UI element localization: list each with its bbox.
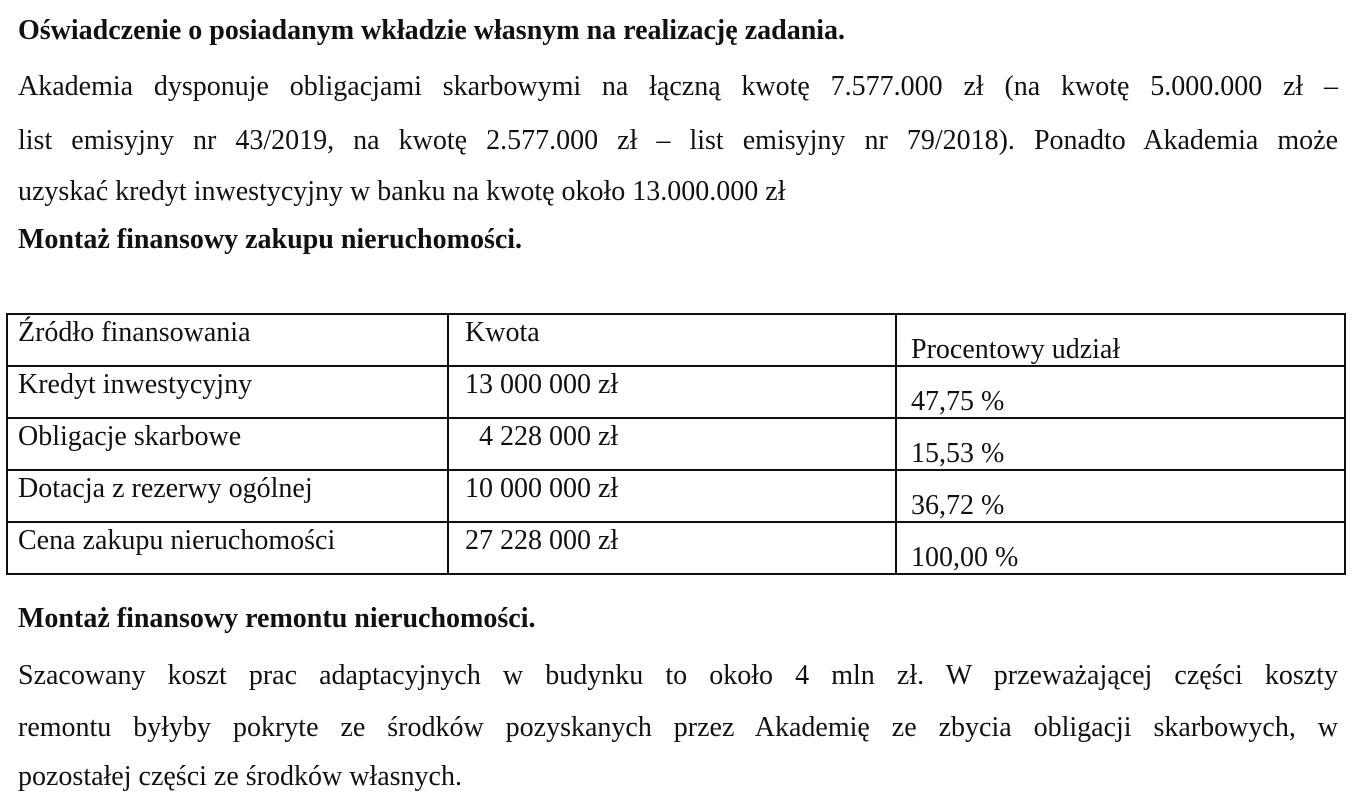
- table-row: [7, 470, 1345, 522]
- cell-amount: 27 228 000 zł: [448, 522, 896, 574]
- cell-percentage: 36,72 %: [896, 470, 1345, 522]
- header-amount: Kwota: [448, 314, 896, 366]
- cell-source: Kredyt inwestycyjny: [7, 366, 448, 418]
- paragraph-renovation-line-1: Szacowany koszt prac adaptacyjnych w budynku to około 4 mln zł. W przeważającej części koszty: [18, 660, 1338, 691]
- cell-source: Dotacja z rezerwy ogólnej: [7, 470, 448, 522]
- cell-amount: 4 228 000 zł: [448, 418, 896, 470]
- table-row: [7, 418, 1345, 470]
- heading-own-contribution: Oświadczenie o posiadanym wkładzie własnym na realizację zadania.: [18, 15, 846, 46]
- paragraph-bonds-line-1: Akademia dysponuje obligacjami skarbowymi na łączną kwotę 7.577.000 zł (na kwotę 5.000.000 zł –: [18, 71, 1338, 102]
- cell-percentage: 47,75 %: [896, 366, 1345, 418]
- cell-amount: 13 000 000 zł: [448, 366, 896, 418]
- heading-renovation-financing: Montaż finansowy remontu nieruchomości.: [18, 603, 536, 634]
- heading-purchase-financing: Montaż finansowy zakupu nieruchomości.: [18, 224, 523, 255]
- cell-percentage: 100,00 %: [896, 522, 1345, 574]
- cell-percentage: 15,53 %: [896, 418, 1345, 470]
- cell-source: Cena zakupu nieruchomości: [7, 522, 448, 574]
- table-row: [7, 366, 1345, 418]
- table-header-row: [7, 314, 1345, 366]
- paragraph-renovation-line-2: remontu byłyby pokryte ze środków pozyskanych przez Akademię ze zbycia obligacji skarbowych, w: [18, 712, 1338, 743]
- financing-table: [6, 313, 1346, 575]
- cell-source: Obligacje skarbowe: [7, 418, 448, 470]
- table-row: [7, 522, 1345, 574]
- paragraph-bonds-line-3: uzyskać kredyt inwestycyjny w banku na kwotę około 13.000.000 zł: [18, 176, 786, 207]
- header-percentage: Procentowy udział: [896, 314, 1345, 366]
- paragraph-bonds-line-2: list emisyjny nr 43/2019, na kwotę 2.577.000 zł – list emisyjny nr 79/2018). Ponadto Akademia może: [18, 125, 1338, 156]
- header-source: Źródło finansowania: [7, 314, 448, 366]
- paragraph-renovation-line-3: pozostałej części ze środków własnych.: [18, 761, 462, 792]
- cell-amount: 10 000 000 zł: [448, 470, 896, 522]
